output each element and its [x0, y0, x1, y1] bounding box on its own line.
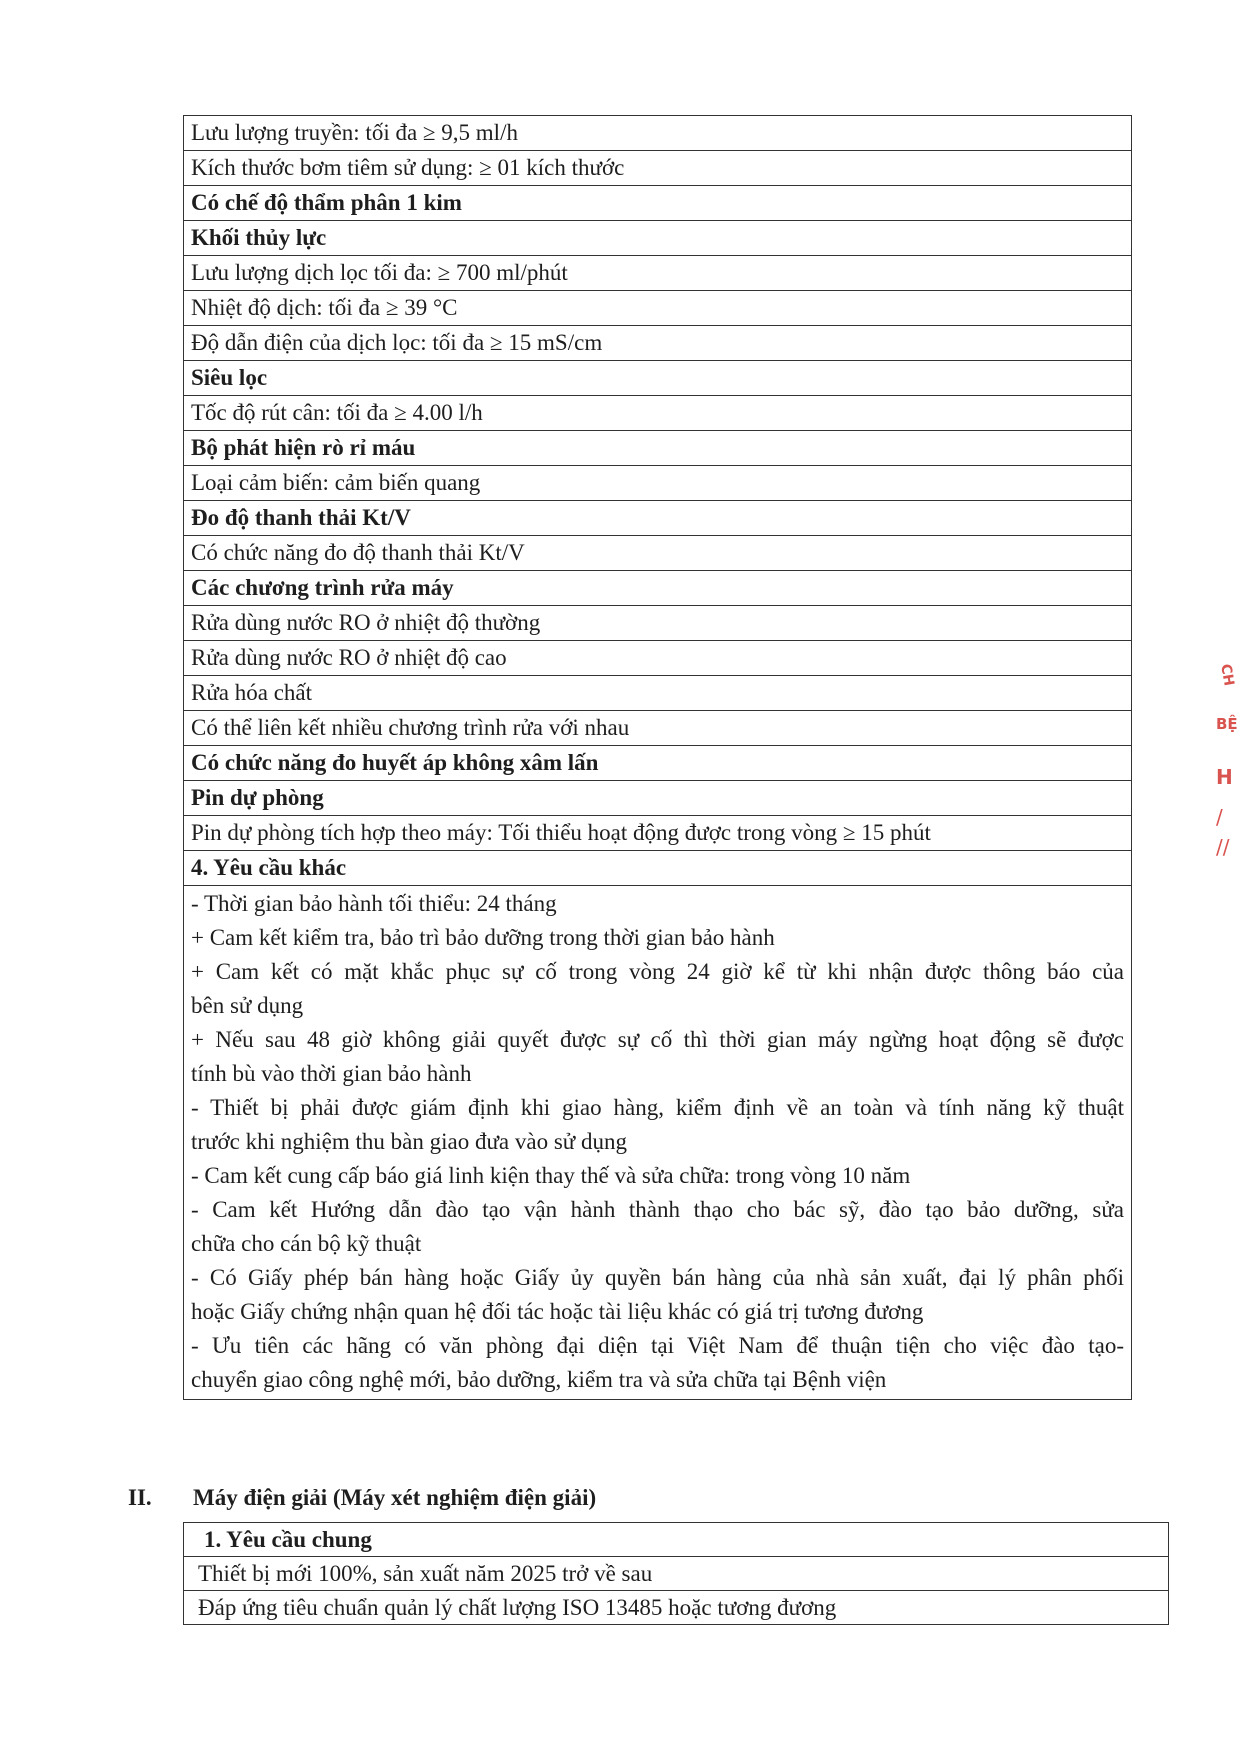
table-row — [184, 291, 1132, 326]
spec-heading: Bộ phát hiện rò rỉ máu — [184, 431, 1132, 466]
table-row — [184, 886, 1132, 1400]
table-row — [184, 1557, 1169, 1591]
requirement-line: - Thiết bị phải được giám định khi giao hàng, kiểm định về an toàn và tính năng kỹ thuật — [191, 1095, 1124, 1120]
spec-table-body — [184, 116, 1132, 1400]
requirement-line: hoặc Giấy chứng nhận quan hệ đối tác hoặc tài liệu khác có giá trị tương đương — [191, 1299, 924, 1324]
spec-cell: Loại cảm biến: cảm biến quang — [184, 466, 1132, 501]
requirement-line: bên sử dụng — [191, 993, 304, 1018]
other-requirements-cell — [184, 886, 1132, 1400]
table-row — [184, 676, 1132, 711]
spec-cell: Nhiệt độ dịch: tối đa ≥ 39 °C — [184, 291, 1132, 326]
requirement-line: - Thời gian bảo hành tối thiểu: 24 tháng — [191, 891, 557, 916]
table-row — [184, 396, 1132, 431]
spec-heading: 4. Yêu cầu khác — [184, 851, 1132, 886]
table-row — [184, 606, 1132, 641]
red-stamp-fragment — [1214, 645, 1240, 885]
table-row — [184, 781, 1132, 816]
section-title: Máy điện giải (Máy xét nghiệm điện giải) — [193, 1485, 597, 1510]
table-row — [184, 816, 1132, 851]
spec-heading: Đo độ thanh thải Kt/V — [184, 501, 1132, 536]
table-row — [184, 1523, 1169, 1557]
table-row — [184, 326, 1132, 361]
requirement-line: chữa cho cán bộ kỹ thuật — [191, 1231, 422, 1256]
table-row — [184, 536, 1132, 571]
spec-cell: Pin dự phòng tích hợp theo máy: Tối thiểu hoạt động được trong vòng ≥ 15 phút — [184, 816, 1132, 851]
spec-cell: Độ dẫn điện của dịch lọc: tối đa ≥ 15 mS/cm — [184, 326, 1132, 361]
table-row — [184, 116, 1132, 151]
spec-cell: Lưu lượng truyền: tối đa ≥ 9,5 ml/h — [184, 116, 1132, 151]
requirement-line: - Cam kết cung cấp báo giá linh kiện thay thế và sửa chữa: trong vòng 10 năm — [191, 1163, 911, 1188]
requirement-line: chuyển giao công nghệ mới, bảo dưỡng, kiểm tra và sửa chữa tại Bệnh viện — [191, 1367, 887, 1392]
requirement-line: + Nếu sau 48 giờ không giải quyết được sự cố thì thời gian máy ngừng hoạt động sẽ được — [191, 1027, 1124, 1052]
section-number: II. — [128, 1485, 152, 1510]
spec-cell: Thiết bị mới 100%, sản xuất năm 2025 trở về sau — [184, 1557, 1169, 1591]
table-row — [184, 711, 1132, 746]
requirement-line: - Cam kết Hướng dẫn đào tạo vận hành thành thạo cho bác sỹ, đào tạo bảo dưỡng, sửa — [191, 1197, 1124, 1222]
spec-cell: Rửa dùng nước RO ở nhiệt độ thường — [184, 606, 1132, 641]
spec-cell: Lưu lượng dịch lọc tối đa: ≥ 700 ml/phút — [184, 256, 1132, 291]
spec-cell: Rửa hóa chất — [184, 676, 1132, 711]
table-row — [184, 256, 1132, 291]
table-row — [184, 641, 1132, 676]
spec-heading: Khối thủy lực — [184, 221, 1132, 256]
spec-cell: Có chức năng đo độ thanh thải Kt/V — [184, 536, 1132, 571]
electrolyte-table — [183, 1522, 1169, 1625]
table-row — [184, 746, 1132, 781]
table-row — [184, 361, 1132, 396]
spec-cell: Có thể liên kết nhiều chương trình rửa với nhau — [184, 711, 1132, 746]
electrolyte-table-body — [184, 1523, 1169, 1625]
spec-heading: Có chế độ thẩm phân 1 kim — [184, 186, 1132, 221]
table-row — [184, 1591, 1169, 1625]
general-requirements-heading: 1. Yêu cầu chung — [184, 1523, 1169, 1557]
stamp-text: BỆ — [1216, 715, 1238, 733]
spec-cell: Đáp ứng tiêu chuẩn quản lý chất lượng ISO 13485 hoặc tương đương — [184, 1591, 1169, 1625]
requirement-line: - Có Giấy phép bán hàng hoặc Giấy ủy quyền bán hàng của nhà sản xuất, đại lý phân phối — [191, 1265, 1124, 1290]
requirement-line: + Cam kết có mặt khắc phục sự cố trong vòng 24 giờ kể từ khi nhận được thông báo của — [191, 959, 1124, 984]
requirement-line: trước khi nghiệm thu bàn giao đưa vào sử dụng — [191, 1129, 628, 1154]
table-row — [184, 466, 1132, 501]
table-row — [184, 221, 1132, 256]
spec-cell: Rửa dùng nước RO ở nhiệt độ cao — [184, 641, 1132, 676]
spec-table — [183, 115, 1132, 1400]
stamp-text: CH — [1217, 662, 1237, 688]
requirement-line: tính bù vào thời gian bảo hành — [191, 1061, 472, 1086]
table-row — [184, 431, 1132, 466]
table-row — [184, 571, 1132, 606]
spec-cell: Tốc độ rút cân: tối đa ≥ 4.00 l/h — [184, 396, 1132, 431]
requirement-line: + Cam kết kiểm tra, bảo trì bảo dưỡng trong thời gian bảo hành — [191, 925, 775, 950]
spec-heading: Có chức năng đo huyết áp không xâm lấn — [184, 746, 1132, 781]
table-row — [184, 151, 1132, 186]
spec-heading: Các chương trình rửa máy — [184, 571, 1132, 606]
spec-heading: Pin dự phòng — [184, 781, 1132, 816]
spec-cell: Kích thước bơm tiêm sử dụng: ≥ 01 kích thước — [184, 151, 1132, 186]
table-row — [184, 501, 1132, 536]
table-row — [184, 851, 1132, 886]
stamp-mark: / — [1216, 805, 1223, 829]
stamp-text: H — [1216, 765, 1233, 789]
stamp-mark: // — [1216, 835, 1230, 859]
requirement-line: - Ưu tiên các hãng có văn phòng đại diện tại Việt Nam để thuận tiện cho việc đào tạo- — [191, 1333, 1124, 1358]
spec-heading: Siêu lọc — [184, 361, 1132, 396]
table-row — [184, 186, 1132, 221]
